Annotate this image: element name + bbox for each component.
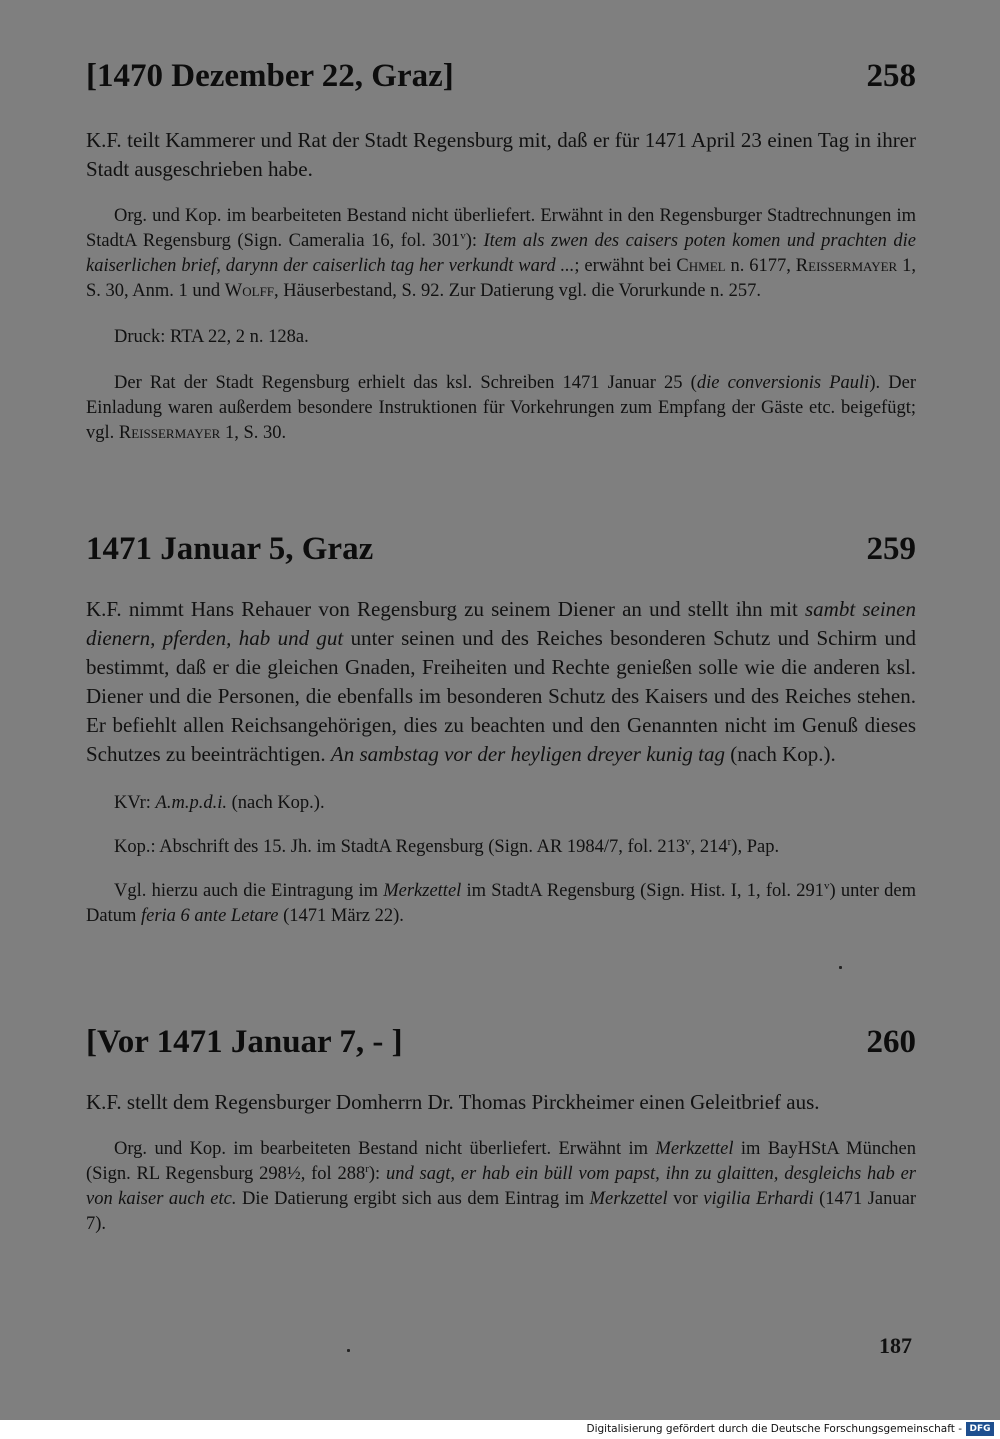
entry-heading: [86, 529, 916, 569]
entry-259: [86, 529, 916, 929]
scan-speck: [839, 966, 842, 969]
entry-number: 259: [866, 531, 916, 567]
entry-date-title: [1470 Dezember 22, Graz]: [86, 58, 454, 94]
entry-number: 258: [866, 58, 916, 94]
entry-note-reference: Vgl. hierzu auch die Eintragung im Merkzettel im StadtA Regensburg (Sign. Hist. I, 1, fol. 291$^v$) unter dem Datum feria 6 ante Letare (1471 März 22).: [86, 879, 917, 926]
entry-summary: K.F. stellt dem Regensburger Domherrn Dr. Thomas Pirckheimer einen Geleitbrief aus.: [86, 1090, 820, 1114]
entry-note-tradition: Org. und Kop. im bearbeiteten Bestand nicht überliefert. Erwähnt im Merkzettel im BayHStA München (Sign. RL Regensburg 298½, fol 288$^r$): und sagt, er hab ein büll vom papst, ihn zu glaitten, desgleichs hab er von kaiser auch etc. Die Datierung ergibt sich aus dem Eintrag im Merkzettel vor vigilia Erhardi (1471 Januar 7).: [86, 1139, 917, 1234]
entry-summary: K.F. teilt Kammerer und Rat der Stadt Regensburg mit, daß er für 1471 April 23 einen Tag in ihrer Stadt ausgeschrieben habe.: [86, 128, 916, 181]
footer-bar: [0, 1420, 1000, 1439]
entry-note-print: Druck: RTA 22, 2 n. 128a.: [114, 327, 309, 347]
entry-note-kvr: KVr: A.m.p.d.i. (nach Kop.).: [114, 793, 325, 813]
entry-date-title: 1471 Januar 5, Graz: [86, 531, 374, 567]
footer-credit: Digitalisierung gefördert durch die Deutsche Forschungsgemeinschaft -: [586, 1423, 962, 1435]
entry-note-tradition: Org. und Kop. im bearbeiteten Bestand nicht überliefert. Erwähnt in den Regensburger Stadtrechnungen im StadtA Regensburg (Sign. Cameralia 16, fol. 301$^v$): Item als zwen des caisers poten komen und prachten die kaiserlichen brief, darynn der caiserlich tag her verkundt ward ...; erwähnt bei Chmel n. 6177, Reissermayer 1, S. 30, Anm. 1 und Wolff, Häuserbestand, S. 92. Zur Datierung vgl. die Vorurkunde n. 257.: [86, 206, 917, 301]
dfg-logo-icon: DFG: [966, 1422, 994, 1436]
page-number: 187: [879, 1333, 912, 1358]
scan-speck: [347, 1349, 350, 1352]
entry-258: [86, 56, 916, 446]
entry-note-comment: Der Rat der Stadt Regensburg erhielt das ksl. Schreiben 1471 Januar 25 (die conversionis Pauli). Der Einladung waren außerdem besondere Instruktionen für Vorkehrungen zum Empfang der Gäste etc. beigefügt; vgl. Reissermayer 1, S. 30.: [86, 373, 916, 443]
entry-note-copy: Kop.: Abschrift des 15. Jh. im StadtA Regensburg (Sign. AR 1984/7, fol. 213$^v$, 214$^r$), Pap.: [114, 835, 780, 857]
entry-heading: [86, 56, 916, 96]
entry-260: [86, 1022, 916, 1237]
entry-summary: K.F. nimmt Hans Rehauer von Regensburg zu seinem Diener an und stellt ihn mit sambt seinen dienern, pferden, hab und gut unter seinen und des Reiches besonderen Schutz und Schirm und bestimmt, daß er die gleichen Gnaden, Freiheiten und Rechte genießen solle wie die anderen ksl. Diener und die Personen, die ebenfalls im besonderen Schutz des Kaisers und des Reiches stehen. Er befiehlt allen Reichsangehörigen, dies zu beachten und den Genannten nicht im Genuß dieses Schutzes zu beeinträchtigen. An sambstag vor der heyligen dreyer kunig tag (nach Kop.).: [86, 597, 916, 766]
entry-date-title: [Vor 1471 Januar 7, - ]: [86, 1024, 403, 1060]
entry-number: 260: [866, 1024, 916, 1060]
entry-heading: [86, 1022, 916, 1062]
